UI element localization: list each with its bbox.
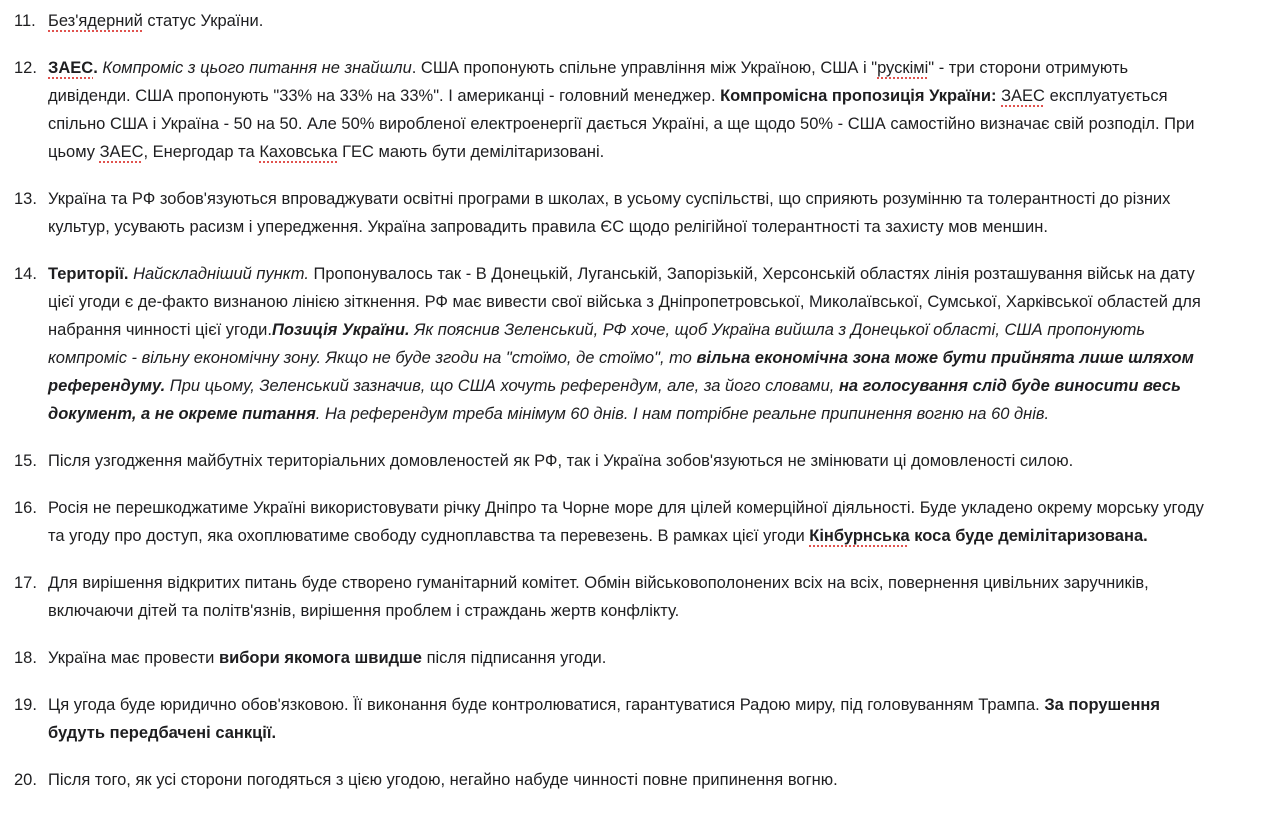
text-run: Позиція України. xyxy=(271,321,410,339)
list-item xyxy=(14,260,1270,428)
text-run: вільна економічна зона може бути прийнята лише шляхом референдуму. xyxy=(48,349,1194,395)
text-run: . США пропонують спільне управління між Україною, США і " xyxy=(411,59,878,77)
item-number: 14. xyxy=(14,265,37,283)
text-run: , Енергодар та xyxy=(143,143,260,161)
list-item xyxy=(14,644,1270,672)
list-item xyxy=(14,54,1270,166)
list-item xyxy=(14,691,1270,747)
text-run: коса буде демілітаризована. xyxy=(909,527,1148,545)
item-number: 13. xyxy=(14,190,37,208)
text-run: Ця угода буде юридично обов'язковою. Її виконання буде контролюватися, гарантуватися Радою миру, під головуванням Трампа. xyxy=(48,696,1045,714)
item-text xyxy=(48,54,1213,166)
agreement-numbered-list xyxy=(14,7,1270,794)
text-run: на голосування слід буде виносити весь документ, а не окреме питання xyxy=(48,377,1181,423)
text-run: " - три сторони отримують дивіденди. США пропонують "33% на 33% на 33%". І американці - головний менеджер. xyxy=(48,59,1129,105)
text-run: При цьому, Зеленський зазначив, що США хочуть референдум, але, за його словами, xyxy=(165,377,839,395)
item-text xyxy=(48,766,1213,794)
item-text xyxy=(48,185,1213,241)
item-text xyxy=(48,691,1213,747)
text-run: вибори якомога швидше xyxy=(218,649,422,667)
item-text xyxy=(48,644,1213,672)
misspelled-text-run: Кінбурнська xyxy=(809,527,910,545)
item-number: 16. xyxy=(14,499,37,517)
text-run: статус України. xyxy=(142,12,264,30)
item-number: 20. xyxy=(14,771,37,789)
misspelled-text-run: ЗАЕС xyxy=(1001,87,1045,105)
text-run: Після узгодження майбутніх територіальних домовленостей як РФ, так і Україна зобов'язуються не змінювати ці домовленості силою. xyxy=(48,452,1074,470)
text-run: За порушення будуть передбачені санкції. xyxy=(48,696,1160,742)
text-run: Як пояснив Зеленський, РФ хоче, щоб Україна вийшла з Донецької області, США пропонують компроміс - вільну економічну зону. Якщо не буде згоди на "стоїмо, де стоїмо", то xyxy=(48,321,1146,367)
list-item xyxy=(14,569,1270,625)
item-number: 11. xyxy=(14,12,36,30)
text-run: Росія не перешкоджатиме Україні використовувати річку Дніпро та Чорне море для цілей комерційної діяльності. Буде укладено окрему морську угоду та угоду про доступ, яка охоплюватиме свободу судноплавства та перевезень. В рамках цієї угоди xyxy=(48,499,1204,545)
list-item xyxy=(14,7,1270,35)
text-run: Для вирішення відкритих питань буде створено гуманітарний комітет. Обмін військовополонених всіх на всіх, повернення цивільних заручників, включаючи дітей та політв'язнів, вирішення проблем і страждань жертв конфлікту. xyxy=(48,574,1149,620)
item-text xyxy=(48,7,1213,35)
item-text xyxy=(48,494,1213,550)
item-number: 18. xyxy=(14,649,37,667)
item-number: 12. xyxy=(14,59,37,77)
text-run: Компроміс з цього питання не знайшли xyxy=(102,59,412,77)
list-item xyxy=(14,447,1270,475)
text-run: . xyxy=(93,59,103,77)
item-text xyxy=(48,569,1213,625)
text-run: Пропонувалось так - В Донецькій, Луганській, Запорізькій, Херсонській областях лінія розташування військ на дату цієї угоди є де-факто визнаною лінією зіткнення. РФ має вивести свої війська з Дніпропетровської, Миколаївської, Сумської, Харківської областей для набрання чинності цієї угоди. xyxy=(48,265,1201,339)
text-run: Україна та РФ зобов'язуються впроваджувати освітні програми в школах, в усьому суспільстві, що сприяють розумінню та толерантності до різних культур, усувають расизм і упередження. Україна запровадить правила ЄС щодо релігійної толерантності та захисту мов меншин. xyxy=(48,190,1171,236)
misspelled-text-run: Каховська xyxy=(259,143,338,161)
list-item xyxy=(14,494,1270,550)
text-run: Території. xyxy=(48,265,129,283)
misspelled-text-run: рускімі xyxy=(877,59,929,77)
misspelled-text-run: ЗАЕС xyxy=(48,59,94,77)
text-run: . На референдум треба мінімум 60 днів. І нам потрібне реальне припинення вогню на 60 днів. xyxy=(315,405,1050,423)
item-number: 17. xyxy=(14,574,37,592)
text-run: після підписання угоди. xyxy=(422,649,607,667)
item-text xyxy=(48,447,1213,475)
text-run: Після того, як усі сторони погодяться з цією угодою, негайно набуде чинності повне припинення вогню. xyxy=(48,771,838,789)
text-run: Найскладніший пункт. xyxy=(133,265,309,283)
list-item xyxy=(14,766,1270,794)
item-number: 19. xyxy=(14,696,37,714)
text-run: Компромісна пропозиція України: xyxy=(720,87,997,105)
list-item xyxy=(14,185,1270,241)
text-run: Україна має провести xyxy=(48,649,219,667)
text-run: ГЕС мають бути демілітаризовані. xyxy=(337,143,605,161)
item-text xyxy=(48,260,1213,428)
item-number: 15. xyxy=(14,452,37,470)
misspelled-text-run: ЗАЕС xyxy=(99,143,144,161)
text-run: експлуатується спільно США і Україна - 50 на 50. Але 50% виробленої електроенергії дається Україні, а ще щодо 50% - США самостійно визначає свій розподіл. При цьому xyxy=(48,87,1195,161)
misspelled-text-run: Без'ядерний xyxy=(48,12,143,30)
